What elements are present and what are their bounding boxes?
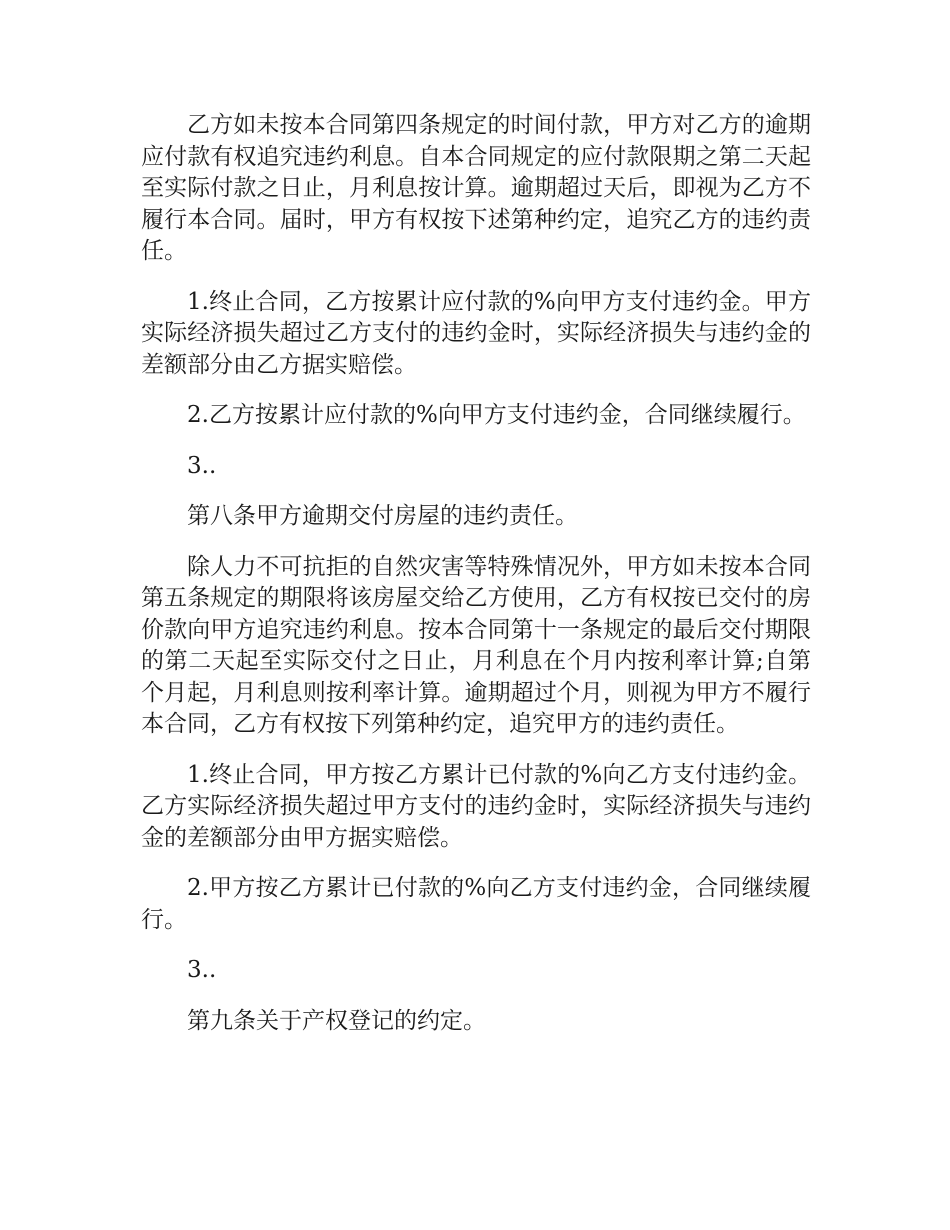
paragraph-buyer-option-3: 3.. — [187, 452, 217, 479]
paragraph-seller-option-1: 1.终止合同，甲方按乙方累计已付款的%向乙方支付违约金。乙方实际经济损失超过甲方支付的违约金时，实际经济损失与违约金的差额部分由甲方据实赔偿。 — [141, 761, 811, 851]
article-8-heading: 第八条甲方逾期交付房屋的违约责任。 — [187, 503, 578, 529]
paragraph-buyer-option-1: 1.终止合同，乙方按累计应付款的%向甲方支付违约金。甲方实际经济损失超过乙方支付的违约金时，实际经济损失与违约金的差额部分由乙方据实赔偿。 — [141, 288, 811, 378]
document-body — [141, 110, 811, 1056]
paragraph-seller-option-3: 3.. — [187, 957, 217, 983]
paragraph-late-payment: 乙方如未按本合同第四条规定的时间付款，甲方对乙方的逾期应付款有权追究违约利息。自本合同规定的应付款限期之第二天起至实际付款之日止，月利息按计算。逾期超过天后，即视为乙方不履行本合同。届时，甲方有权按下述第种约定，追究乙方的违约责任。 — [141, 112, 811, 264]
paragraph-seller-option-2: 2.甲方按乙方累计已付款的%向乙方支付违约金，合同继续履行。 — [141, 875, 811, 933]
paragraph-late-delivery: 除人力不可抗拒的自然灾害等特殊情况外，甲方如未按本合同第五条规定的期限将该房屋交给乙方使用，乙方有权按已交付的房价款向甲方追究违约利息。按本合同第十一条规定的最后交付期限的第二天起至实际交付之日止，月利息在个月内按利率计算;自第个月起，月利息则按利率计算。逾期超过个月，则视为甲方不履行本合同，乙方有权按下列第种约定，追究甲方的违约责任。 — [141, 553, 811, 737]
article-9-heading: 第九条关于产权登记的约定。 — [187, 1007, 486, 1034]
paragraph-buyer-option-2: 2.乙方按累计应付款的%向甲方支付违约金，合同继续履行。 — [187, 402, 806, 428]
